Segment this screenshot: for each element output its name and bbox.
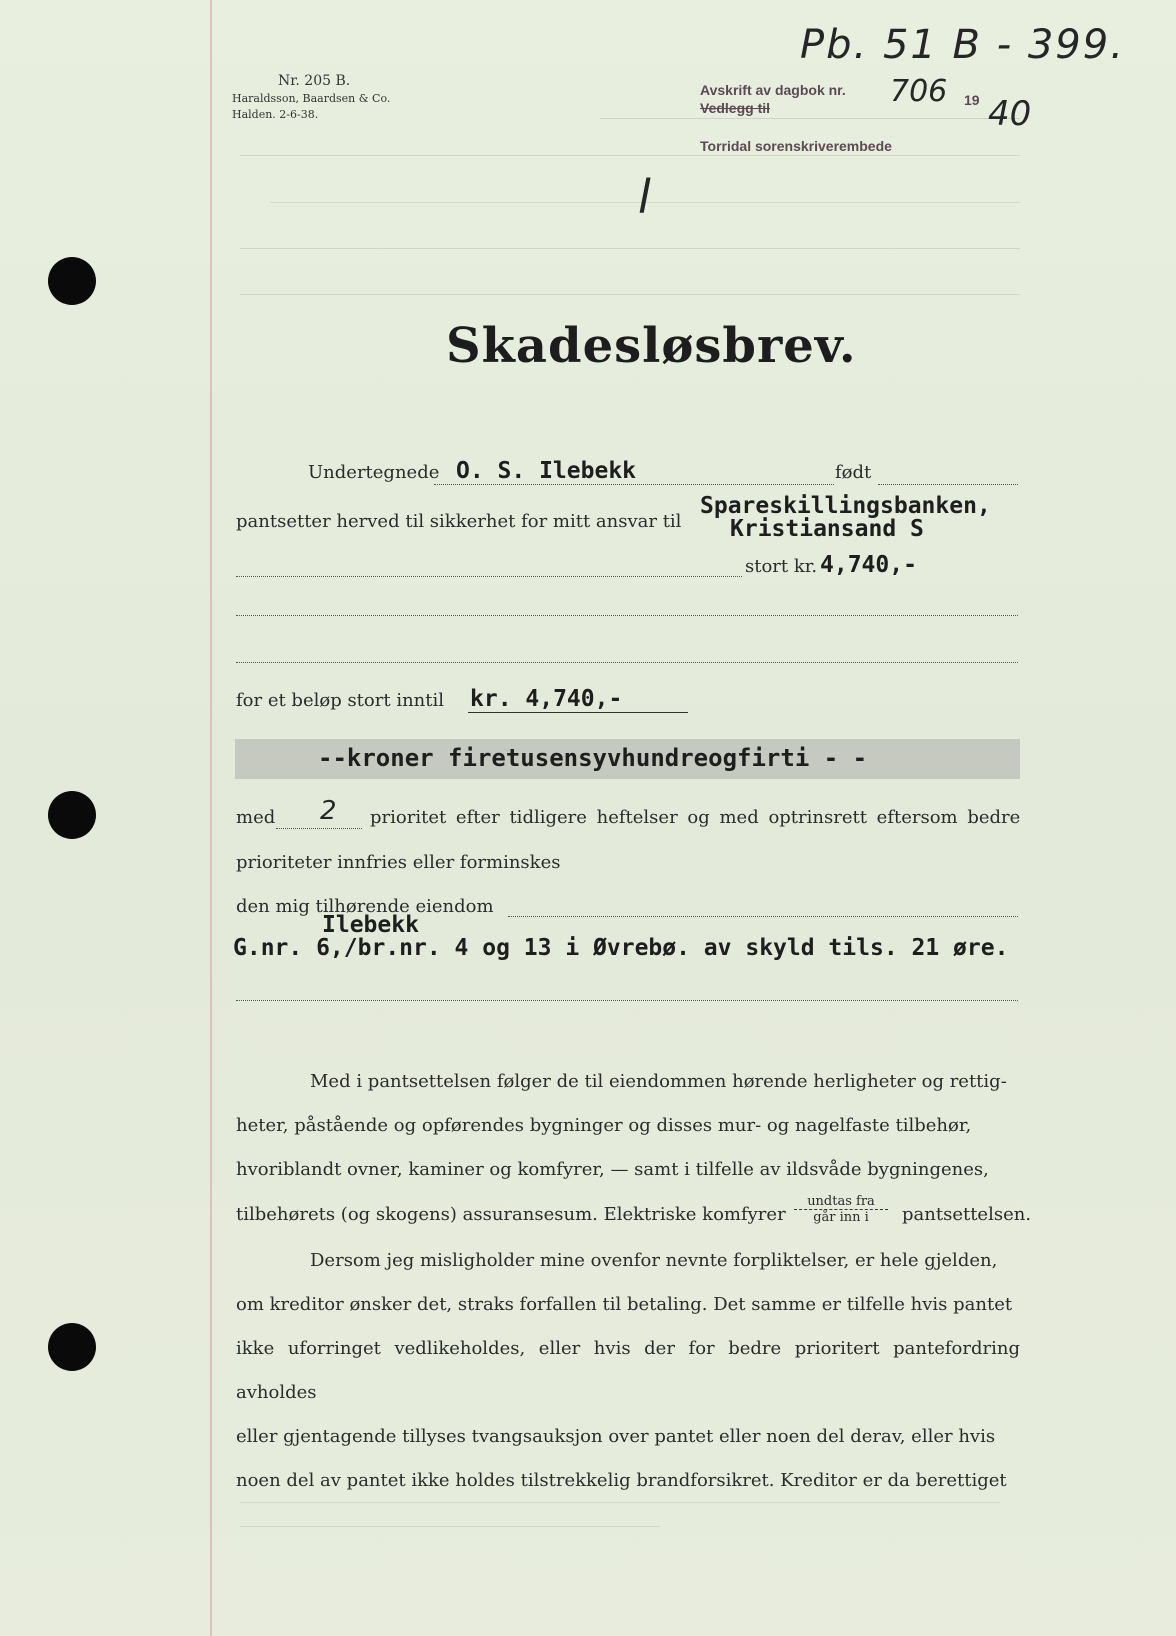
document-title: Skadesløsbrev. [446, 318, 857, 374]
stamp-line-office: Torridal sorenskriverembede [700, 138, 892, 154]
undertegnede-line [434, 484, 834, 485]
punch-hole [48, 791, 96, 839]
prioritet-text: prioritet efter tidligere heftelser og med optrinsrett eftersom bedre [370, 807, 1021, 828]
fodt-label: født [835, 462, 872, 483]
body-line-comfyr: tilbehørets (og skogens) assuransesum. Elektriske komfyrer [236, 1204, 786, 1225]
bleed-through [240, 248, 1020, 250]
blank-line [236, 615, 1018, 616]
blank-line [236, 1000, 1018, 1001]
body-line: Med i pantsettelsen følger de til eiendommen hørende herligheter og rettig- [310, 1071, 1007, 1092]
blank-line [236, 662, 1018, 663]
body-line: heter, påstående og opførendes bygninger og disses mur- og nagelfaste tilbehør, [236, 1115, 972, 1136]
body-line-comfyr-end: pantsettelsen. [902, 1204, 1032, 1225]
bleed-through [240, 155, 1020, 157]
bleed-through [240, 1526, 660, 1528]
belop-value: kr. 4,740,- [470, 686, 623, 712]
body-paragraph-1 [236, 1060, 1020, 1192]
comfyr-fraction [794, 1194, 888, 1225]
body-line: eller gjentagende tillyses tvangsauksjon over pantet eller noen del derav, eller hvis [236, 1426, 996, 1447]
body-line: noen del av pantet ikke holdes tilstrekkelig brandforsikret. Kreditor er da berettiget [236, 1470, 1007, 1491]
stamp-line-copy: Avskrift av dagbok nr. [700, 82, 846, 98]
bleed-through [600, 118, 1020, 120]
body-line: Dersom jeg misligholder mine ovenfor nevnte forpliktelser, er hele gjelden, [310, 1250, 998, 1271]
creditor-line-1: Spareskillingsbanken, [700, 493, 991, 519]
body-line: om kreditor ønsker det, straks forfallen til betaling. Det samme er tilfelle hvis pantet [236, 1294, 1013, 1315]
punch-hole [48, 1323, 96, 1371]
stamp-dagbok-number: 706 [890, 74, 948, 109]
prioritet-text-2: prioriteter innfries eller forminskes [236, 852, 561, 873]
pantsetter-label: pantsetter herved til sikkerhet for mitt ansvar til [236, 511, 682, 532]
body-line: hvoriblandt ovner, kaminer og komfyrer, — samt i tilfelle av ildsvåde bygningenes, [236, 1159, 989, 1180]
eiendom-label: den mig tilhørende eiendom [236, 896, 494, 917]
stamp-year-prefix: 19 [964, 92, 980, 108]
publisher-date: Halden. 2-6-38. [232, 108, 319, 121]
eiendom-line [508, 916, 1018, 917]
belop-underline [468, 712, 688, 713]
bleed-through [240, 294, 1020, 296]
handwritten-reference: Pb. 51 B - 399. [800, 22, 1125, 68]
belop-label: for et beløp stort inntil [236, 690, 445, 711]
fodt-line [878, 484, 1018, 485]
bleed-through [240, 1502, 1000, 1504]
body-paragraph-2 [236, 1239, 1020, 1503]
stort-label: stort kr. [745, 556, 818, 577]
undertegnede-label: Undertegnede [308, 462, 440, 483]
body-line: ikke uforringet vedlikeholdes, eller hvis der for bedre prioritert pantefordring avholdes [236, 1338, 1020, 1403]
med-line [276, 828, 362, 829]
publisher-name: Haraldsson, Baardsen & Co. [232, 92, 391, 105]
margin-line [210, 0, 212, 1636]
stamp-line-attachment: Vedlegg til [700, 100, 771, 116]
med-value: 2 [320, 796, 337, 826]
form-number: Nr. 205 B. [278, 73, 351, 89]
fraction-bottom: går inn i [813, 1210, 869, 1225]
med-label: med [236, 807, 276, 828]
stamp-year: 40 [988, 94, 1032, 134]
eiendom-name: Ilebekk [322, 912, 419, 938]
undertegnede-value: O. S. Ilebekk [456, 458, 637, 484]
amount-in-words: --kroner firetusensyvhundreogfirti - - [318, 744, 868, 772]
blank-line [236, 576, 742, 577]
punch-hole [48, 257, 96, 305]
stort-value: 4,740,- [820, 552, 917, 578]
eiendom-value: G.nr. 6,/br.nr. 4 og 13 i Øvrebø. av skyld tils. 21 øre. [233, 935, 1009, 961]
handwritten-check-mark: l [638, 170, 651, 224]
creditor-line-2: Kristiansand S [730, 516, 924, 542]
fraction-top: undtas fra [794, 1194, 888, 1210]
